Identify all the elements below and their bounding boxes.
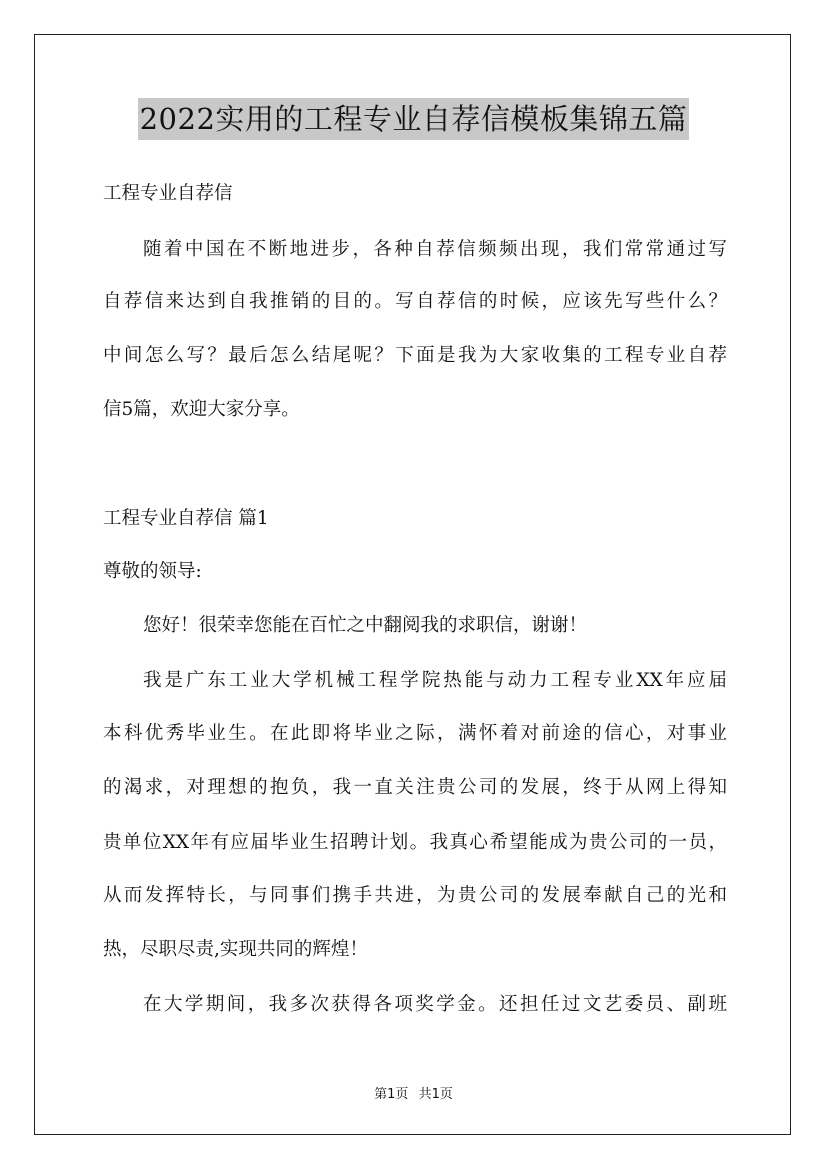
letter-heading: 工程专业自荐信 篇1 (103, 508, 269, 529)
title-container (0, 98, 827, 140)
intro-line-2: 自荐信来达到自我推销的目的。写自荐信的时候，应该先写些什么？ (103, 291, 727, 312)
paragraph1-line-4: 贵单位XX年有应届毕业生招聘计划。我真心希望能成为贵公司的一员， (103, 832, 727, 853)
document-title: 2022实用的工程专业自荐信模板集锦五篇 (138, 98, 690, 140)
page-number: 第1页 (374, 1087, 409, 1102)
page-total: 共1页 (418, 1087, 453, 1102)
greeting-line: 您好！很荣幸您能在百忙之中翻阅我的求职信，谢谢！ (143, 615, 588, 636)
section-heading: 工程专业自荐信 (103, 183, 233, 204)
paragraph1-line-5: 从而发挥特长，与同事们携手共进，为贵公司的发展奉献自己的光和 (103, 885, 727, 906)
paragraph2-line-1: 在大学期间，我多次获得各项奖学金。还担任过文艺委员、副班 (143, 994, 727, 1015)
intro-line-3: 中间怎么写？最后怎么结尾呢？下面是我为大家收集的工程专业自荐 (103, 345, 727, 366)
page-footer (0, 1083, 827, 1102)
intro-line-1: 随着中国在不断地进步，各种自荐信频频出现，我们常常通过写 (143, 239, 727, 260)
salutation: 尊敬的领导: (103, 561, 202, 582)
paragraph1-line-3: 的渴求，对理想的抱负，我一直关注贵公司的发展，终于从网上得知 (103, 777, 727, 798)
paragraph1-line-2: 本科优秀毕业生。在此即将毕业之际，满怀着对前途的信心，对事业 (103, 723, 727, 744)
paragraph1-line-1: 我是广东工业大学机械工程学院热能与动力工程专业XX年应届 (143, 670, 727, 691)
intro-line-4: 信5篇，欢迎大家分享。 (103, 399, 300, 420)
paragraph1-line-6: 热，尽职尽责,实现共同的辉煌！ (103, 939, 368, 960)
